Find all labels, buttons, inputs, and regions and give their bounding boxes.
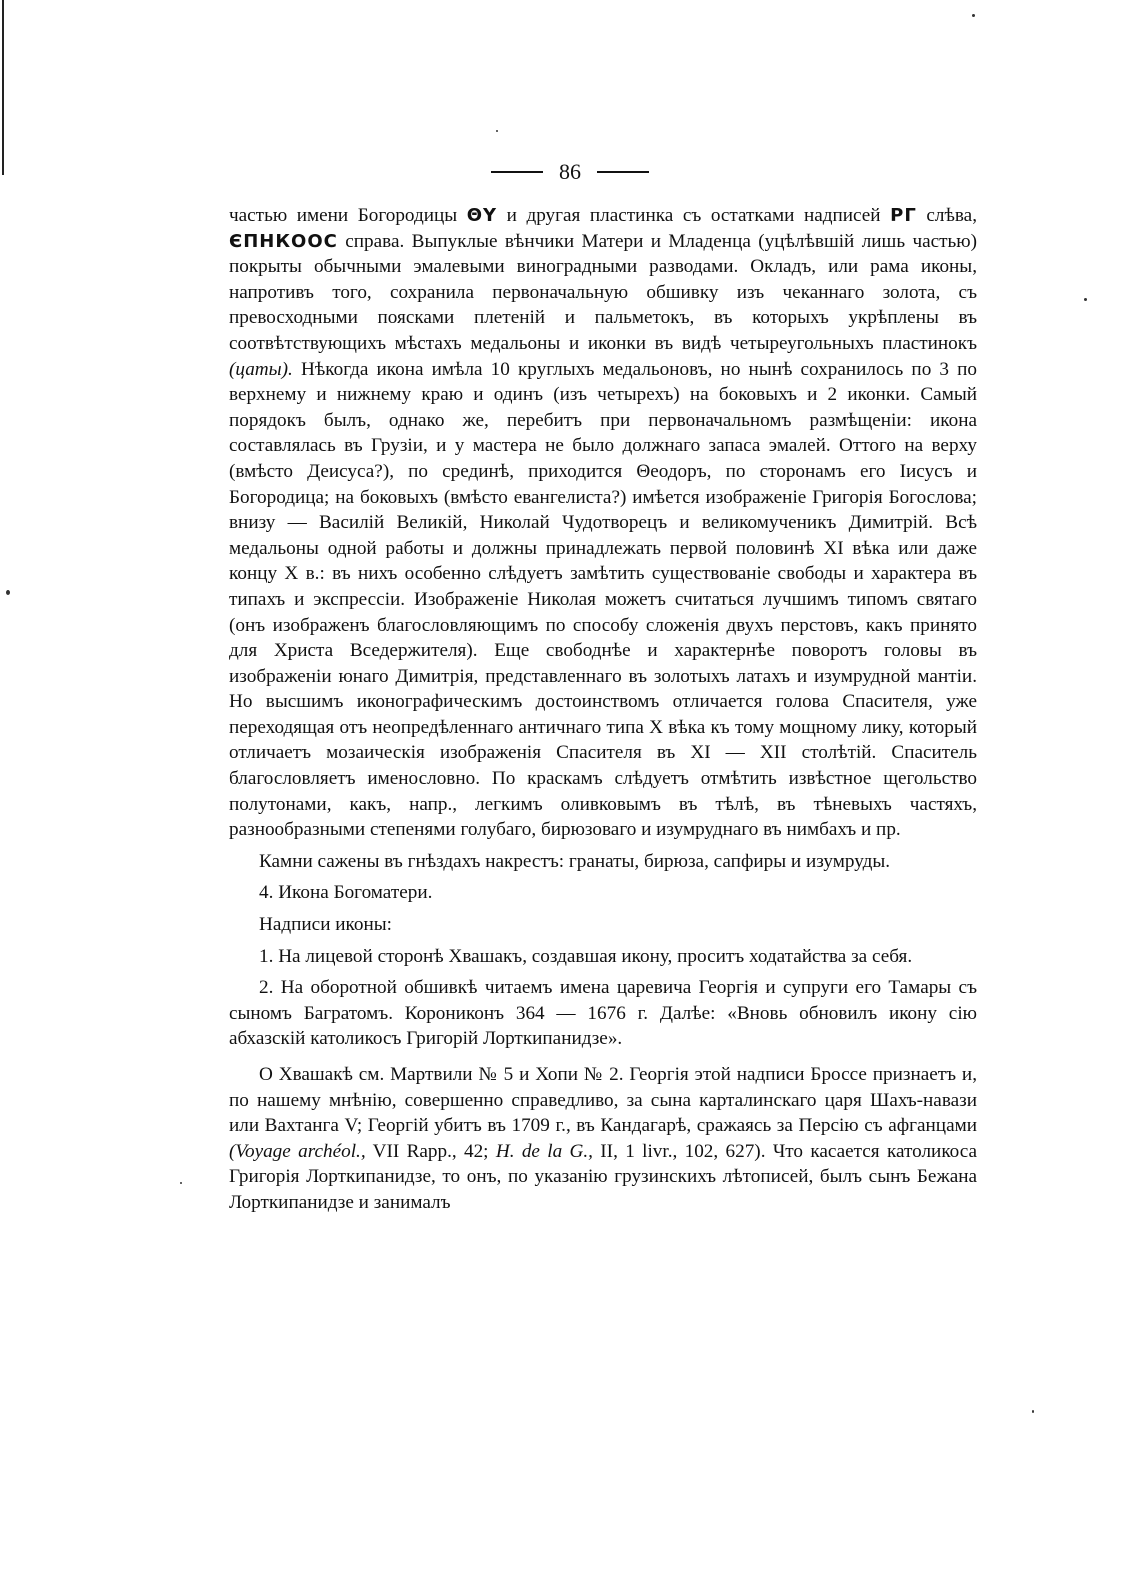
paragraph-text: О Хвашакѣ см. Мартвили № 5 и Хопи № 2. Георгія этой надписи Броссе признаетъ и, по нашему мнѣнію, совершенно справедливо, за сына карталинскаго царя Шахъ-навази или Вахтанга V; Георгій убитъ въ 1709 г., въ Кандагарѣ, сражаясь за Персію съ афганцами bbox=[229, 1064, 977, 1137]
paragraph-text: и другая пластинка съ остатками надписей bbox=[497, 205, 891, 226]
header-dash-left bbox=[491, 171, 543, 173]
page-number: 86 bbox=[559, 159, 581, 184]
scan-speck bbox=[6, 590, 10, 595]
greek-inscription: ΡΓ bbox=[890, 205, 917, 226]
paragraph-text: слѣва, bbox=[916, 205, 977, 226]
page-header bbox=[0, 158, 1140, 186]
list-item-1: 1. На лицевой сторонѣ Хвашакъ, создавшая икону, проситъ ходатайства за себя. bbox=[259, 945, 913, 967]
paragraph-text: II, 1 livr., 102, 627). Что касается католикоса Григорія Лорткипанидзе, то онъ, по указанію грузинскихъ лѣтописей, былъ сынъ Бежана Лорткипанидзе и занималъ bbox=[229, 1140, 978, 1213]
scan-speck bbox=[180, 1182, 182, 1184]
greek-inscription: ΘΥ bbox=[466, 205, 498, 226]
scan-speck bbox=[972, 14, 975, 17]
paragraph-commentary bbox=[229, 1062, 977, 1216]
paragraph-stones: Камни сажены въ гнѣздахъ накрестъ: гранаты, бирюза, сапфиры и изумруды. bbox=[259, 850, 891, 872]
greek-inscription: ЄПНКООС bbox=[229, 230, 338, 252]
scan-edge-line bbox=[2, 0, 4, 175]
paragraph-text: справа. Выпуклые вѣнчики Матери и Младенца (уцѣлѣвшій лишь частью) покрыты обычными эмалевыми виноградными разводами. Окладъ, или рама иконы, напротивъ того, сохранила первоначальную обшивку изъ чеканнаго золота, съ превосходными поясками плетеній и пальметокъ, въ которыхъ укрѣплены въ соотвѣтствующихъ мѣстахъ медальоны и иконки въ видѣ четыреугольныхъ пластинокъ bbox=[229, 230, 977, 354]
section-heading: 4. Икона Богоматери. bbox=[259, 882, 433, 904]
paragraph-text: VII Rapp., 42; bbox=[365, 1140, 496, 1162]
paragraph-icon-description bbox=[229, 203, 977, 843]
italic-citation: H. de la G., bbox=[495, 1140, 593, 1162]
subheading-inscriptions: Надписи иконы: bbox=[259, 914, 392, 936]
paragraph-text: Нѣкогда икона имѣла 10 круглыхъ медальоновъ, но нынѣ сохранилось по 3 по верхнему и нижнему краю и одинъ (изъ четырехъ) на боковыхъ и 2 иконки. Самый порядокъ былъ, однако же, перебитъ при первоначальномъ размѣщеніи: икона составлялась въ Грузіи, и у мастера не было должнаго запаса эмалей. Оттого на верху (вмѣсто Деисуса?), по срединѣ, приходится Θеодоръ, по сторонамъ его Іисусъ и Богородица; на боковыхъ (вмѣсто евангелиста?) имѣется изображеніе Григорія Богослова; внизу — Василій Великій, Николай Чудотворецъ и великомученикъ Димитрій. Всѣ медальоны одной работы и должны принадлежать первой половинѣ XI вѣка или даже концу X в.: въ нихъ особенно слѣдуетъ замѣтить существованіе свободы и характера въ типахъ и экспрессіи. Изображеніе Николая можетъ считаться лучшимъ типомъ святаго (онъ изображенъ благословляющимъ по способу сложенія двухъ перстовъ, какъ принято для Христа Вседержителя). Еще свободнѣе и характернѣе поворотъ головы въ изображеніи юнаго Димитрія, представленнаго въ золотыхъ латахъ и изумрудной мантіи. Но высшимъ иконографическимъ достоинствомъ отличается голова Спасителя, уже переходящая отъ неопредѣленнаго античнаго типа X вѣка къ тому мощному лику, который отличаетъ мозаическія изображенія Спасителя въ XI — XII столѣтій. Спаситель благословляетъ именословно. По краскамъ слѣдуетъ отмѣтить извѣстное щегольство полутонами, какъ, напр., легкимъ оливковымъ въ тѣлѣ, въ тѣневыхъ частяхъ, разнообразными степенями голубаго, бирюзоваго и изумруднаго въ нимбахъ и пр. bbox=[229, 358, 977, 841]
scan-speck bbox=[496, 130, 498, 132]
italic-citation: (Voyage archéol., bbox=[229, 1140, 366, 1162]
scan-speck bbox=[1084, 298, 1087, 301]
italic-term: (цаты). bbox=[229, 358, 293, 380]
paragraph-text: частью имени Богородицы bbox=[229, 205, 467, 226]
scan-speck bbox=[1032, 1410, 1034, 1413]
body-text bbox=[229, 203, 977, 1216]
list-item-2: 2. На оборотной обшивкѣ читаемъ имена царевича Георгія и супруги его Тамары съ сыномъ Багратомъ. Корониконъ 364 — 1676 г. Далѣе: «Вновь обновилъ икону сію абхазскій католикосъ Григорій Лорткипанидзе». bbox=[229, 977, 977, 1050]
header-dash-right bbox=[597, 171, 649, 173]
